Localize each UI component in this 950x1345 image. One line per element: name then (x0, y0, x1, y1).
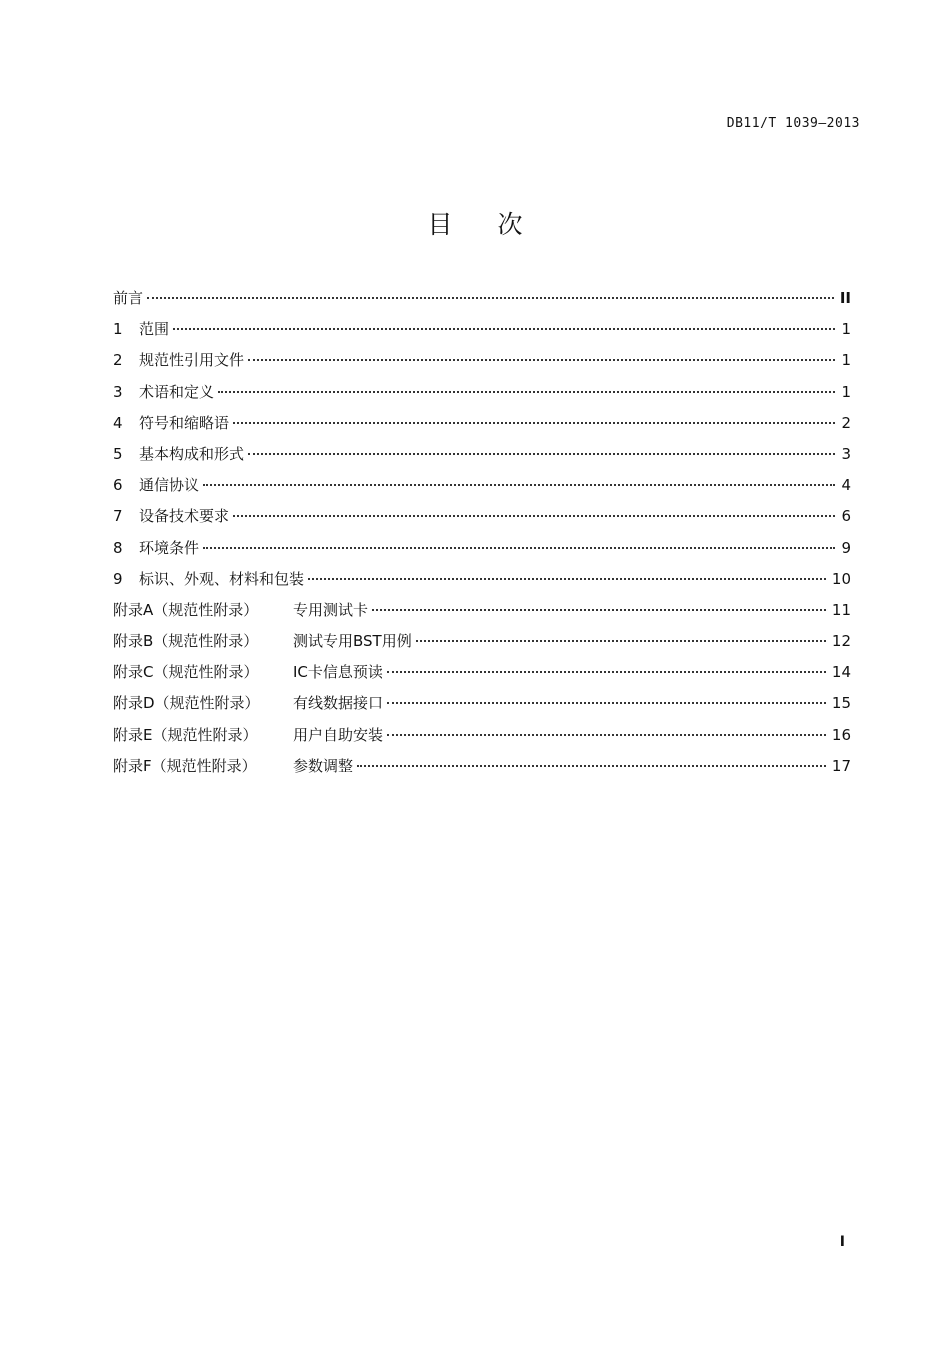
toc-entry-label: 环境条件 (139, 538, 200, 557)
toc-annex-prefix: 附录E（规范性附录） (113, 725, 258, 744)
toc-entry-page: 10 (831, 569, 851, 588)
toc-entry-number: 5 (113, 444, 123, 463)
toc-entry-section[interactable] (113, 536, 851, 567)
toc-dot-leader (203, 547, 835, 549)
toc-entry-section[interactable] (113, 317, 851, 348)
toc-entry-page: 3 (841, 444, 851, 463)
toc-entry-number: 2 (113, 351, 123, 370)
toc-annex-prefix: 附录A（规范性附录） (113, 600, 259, 619)
toc-dot-leader (147, 297, 834, 299)
toc-title: 目次 (427, 210, 568, 239)
toc-entry-page: 1 (841, 382, 851, 401)
document-code: DB11/T 1039—2013 (726, 116, 860, 131)
toc-entry-label: 测试专用BST用例 (293, 632, 412, 651)
toc-entry-page: 11 (831, 600, 851, 619)
toc-entry-label: 规范性引用文件 (139, 351, 245, 370)
toc-entry-section[interactable] (113, 567, 851, 598)
toc-dot-leader (218, 391, 835, 393)
toc-entry-label: 前言 (113, 289, 144, 307)
toc-entry-annex[interactable] (113, 754, 851, 785)
toc-dot-leader (203, 484, 835, 486)
toc-entry-number: 3 (113, 382, 123, 401)
toc-dot-leader (416, 640, 826, 642)
toc-entry-page: 1 (841, 351, 851, 370)
toc-entry-label: 专用测试卡 (293, 600, 369, 619)
toc-entry-number: 1 (113, 320, 123, 339)
toc-entry-label: 术语和定义 (139, 382, 215, 401)
toc-entry-page: 2 (841, 413, 851, 432)
toc-dot-leader (308, 578, 826, 580)
toc-entry-section[interactable] (113, 348, 851, 379)
toc-entry-page: 14 (831, 663, 851, 682)
toc-entry-number: 4 (113, 413, 123, 432)
toc-annex-prefix: 附录D（规范性附录） (113, 694, 260, 713)
toc-entry-page: 16 (831, 725, 851, 744)
toc-entry-page: 12 (831, 632, 851, 651)
toc-annex-prefix: 附录B（规范性附录） (113, 632, 259, 651)
toc-entry-label: 用户自助安装 (293, 725, 384, 744)
toc-entry-annex[interactable] (113, 691, 851, 722)
page-number: I (839, 1234, 845, 1250)
toc-dot-leader (248, 359, 835, 361)
toc-dot-leader (233, 515, 835, 517)
toc-dot-leader (387, 671, 826, 673)
toc-dot-leader (387, 734, 826, 736)
toc-dot-leader (387, 702, 826, 704)
toc-dot-leader (357, 765, 826, 767)
toc-entry-number: 7 (113, 507, 123, 526)
toc-entry-annex[interactable] (113, 660, 851, 691)
toc-entry-section[interactable] (113, 411, 851, 442)
toc-entry-label: 参数调整 (293, 756, 354, 775)
toc-entry-label: 基本构成和形式 (139, 444, 245, 463)
toc-entry-page: 1 (841, 320, 851, 339)
toc-entry-number: 8 (113, 538, 123, 557)
toc-entry-section[interactable] (113, 442, 851, 473)
toc-entry-label: 符号和缩略语 (139, 413, 230, 432)
toc-entry-label: 标识、外观、材料和包装 (139, 569, 305, 588)
toc-entry-annex[interactable] (113, 629, 851, 660)
toc-entry-page: 15 (831, 694, 851, 713)
toc-entry-label: 通信协议 (139, 476, 200, 495)
toc-entry-label: IC卡信息预读 (293, 663, 383, 682)
toc-dot-leader (372, 609, 826, 611)
toc-entry-annex[interactable] (113, 598, 851, 629)
toc-entry-section[interactable] (113, 504, 851, 535)
toc-entry-annex[interactable] (113, 723, 851, 754)
toc-entry-section[interactable] (113, 380, 851, 411)
toc-entry-label: 有线数据接口 (293, 694, 384, 713)
toc-entry-page: II (839, 289, 851, 307)
toc-annex-prefix: 附录F（规范性附录） (113, 756, 257, 775)
toc-dot-leader (248, 453, 835, 455)
toc-dot-leader (173, 328, 835, 330)
toc-entry-label: 范围 (139, 320, 170, 339)
toc-entry-page: 17 (831, 756, 851, 775)
toc-dot-leader (233, 422, 835, 424)
toc-entry-page: 4 (841, 476, 851, 495)
table-of-contents (113, 286, 851, 785)
toc-entry-page: 6 (841, 507, 851, 526)
toc-entry-preface[interactable] (113, 286, 851, 317)
toc-entry-number: 6 (113, 476, 123, 495)
toc-entry-label: 设备技术要求 (139, 507, 230, 526)
toc-entry-page: 9 (841, 538, 851, 557)
toc-entry-number: 9 (113, 569, 123, 588)
toc-entry-section[interactable] (113, 473, 851, 504)
toc-annex-prefix: 附录C（规范性附录） (113, 663, 259, 682)
